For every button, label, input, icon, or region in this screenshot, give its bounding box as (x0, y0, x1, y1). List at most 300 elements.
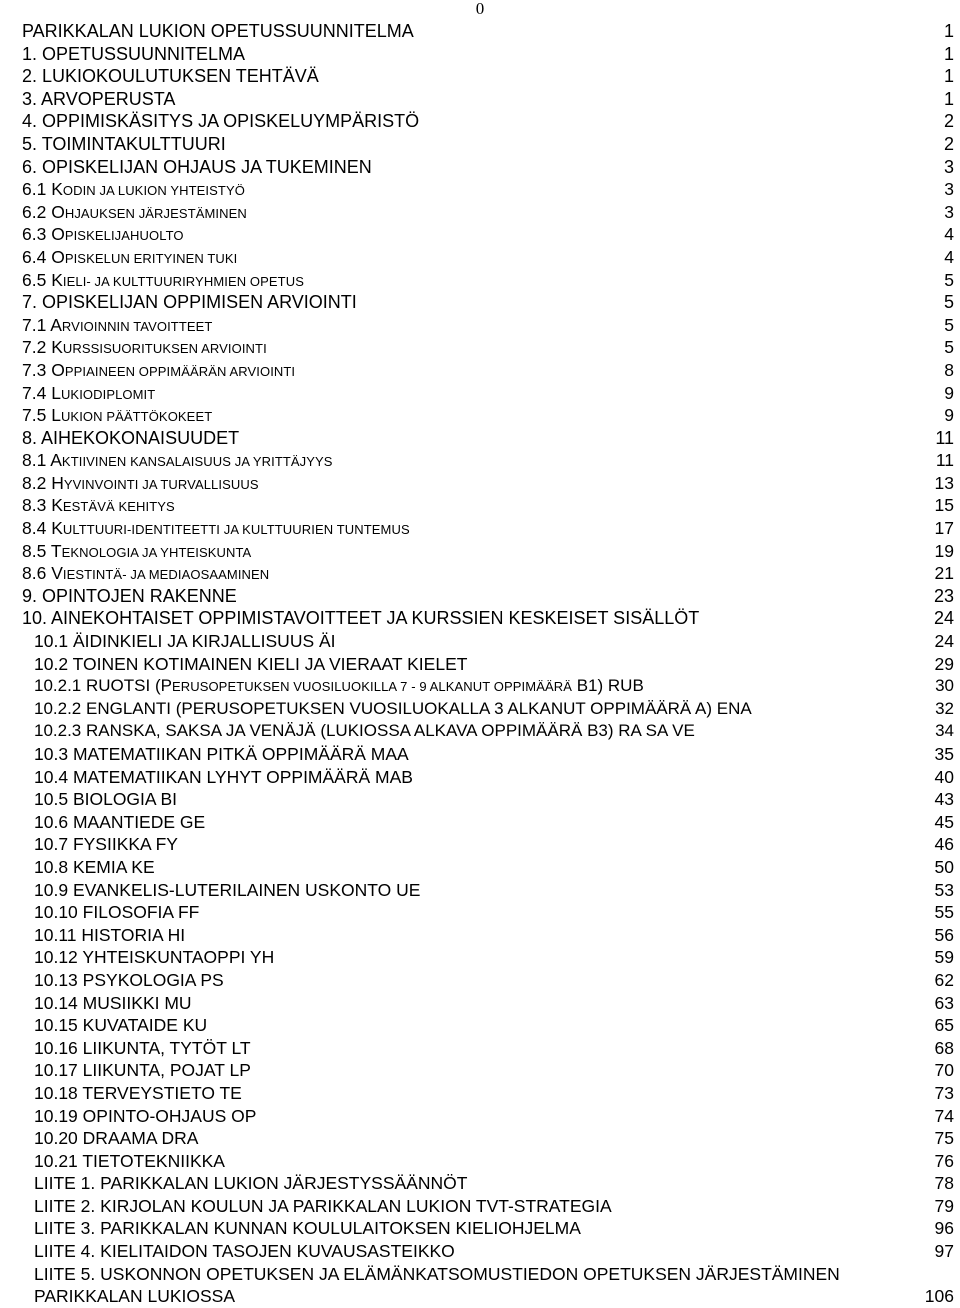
toc-entry-number: 3. (22, 88, 38, 109)
toc-entry-number: 4. (22, 111, 38, 132)
toc-entry-page-number: 40 (934, 766, 954, 787)
toc-entry-title-text: MATEMATIIKAN PITKÄ OPPIMÄÄRÄ MAA (72, 744, 409, 764)
toc-entry[interactable] (22, 743, 954, 766)
toc-entry-title (34, 1059, 251, 1082)
toc-entry[interactable] (22, 653, 954, 676)
toc-entry-number: 7.3 (22, 359, 47, 380)
toc-entry-title-text: HISTORIA HI (81, 924, 186, 945)
toc-entry-number: 8.2 (22, 472, 47, 493)
toc-entry-title (22, 336, 267, 361)
toc-entry-title (34, 743, 409, 766)
toc-entry-page-number: 70 (934, 1060, 954, 1081)
toc-entry-page-number: 4 (944, 246, 954, 267)
toc-entry-page-number: 2 (943, 111, 954, 132)
toc-entry-number: 10.7 (34, 834, 69, 855)
toc-entry[interactable] (22, 698, 954, 721)
toc-entry-title (34, 698, 752, 721)
toc-entry-title-text: PPIAINEEN OPPIMÄÄRÄN ARVIOINTI (64, 363, 296, 379)
toc-entry-page-number: 97 (934, 1241, 954, 1262)
toc-entry-title (22, 133, 226, 156)
table-of-contents (22, 20, 954, 1308)
toc-entry-title (22, 269, 304, 294)
toc-entry-title (34, 630, 336, 653)
toc-entry-title-text: YVINVOINTI JA TURVALLISUUS (63, 476, 259, 492)
toc-entry-page-number: 19 (934, 540, 954, 561)
toc-entry-title (34, 766, 413, 789)
toc-entry[interactable] (22, 269, 954, 292)
toc-entry-number: 7.1 (22, 314, 47, 335)
toc-entry[interactable] (22, 359, 954, 382)
toc-entry[interactable] (22, 472, 954, 495)
toc-entry[interactable] (22, 856, 954, 879)
toc-entry-title-initial: L (51, 382, 61, 403)
toc-entry[interactable] (22, 879, 954, 902)
toc-entry-page-number: 5 (944, 269, 954, 290)
toc-entry-title (34, 1240, 455, 1263)
toc-entry-title (34, 856, 155, 879)
toc-entry-number: 6.2 (22, 201, 47, 222)
toc-entry-page-number: 24 (933, 608, 954, 629)
toc-entry-title-initial: O (51, 201, 65, 222)
toc-entry[interactable] (22, 1195, 954, 1218)
toc-entry-number: 2. (22, 66, 38, 87)
toc-entry-title-initial: O (51, 359, 65, 380)
toc-entry-title (34, 992, 192, 1015)
toc-entry-title (22, 494, 175, 519)
toc-entry-title-text: ODIN JA LUKION YHTEISTYÖ (62, 183, 245, 199)
toc-entry-number: 5. (22, 133, 38, 154)
toc-entry-number: 8.4 (22, 518, 47, 539)
toc-entry-page-number: 76 (934, 1150, 954, 1171)
toc-entry-page-number: 46 (934, 834, 954, 855)
toc-entry-title-text: IELI- JA KULTTUURIRYHMIEN OPETUS (62, 273, 304, 289)
toc-entry-title-text: YHTEISKUNTAOPPI YH (82, 947, 275, 968)
toc-entry-number: 10.14 (34, 992, 78, 1013)
toc-entry[interactable] (22, 20, 954, 43)
toc-entry-number: 8.3 (22, 495, 47, 516)
toc-entry-title (22, 246, 237, 271)
toc-entry-title-text: OPISKELIJAN OHJAUS JA TUKEMINEN (42, 156, 372, 177)
toc-entry-title (22, 178, 245, 203)
toc-entry-title (34, 969, 224, 992)
toc-entry-title-text: URSSISUORITUKSEN ARVIOINTI (62, 341, 267, 357)
toc-entry-title-text: PARIKKALAN LUKION JÄRJESTYSSÄÄNNÖT (100, 1173, 468, 1194)
toc-entry-page-number: 55 (934, 902, 954, 923)
toc-entry-number: 10.2.2 (34, 698, 82, 718)
toc-entry-number: 10.19 (34, 1105, 78, 1126)
toc-entry[interactable] (22, 1240, 954, 1263)
toc-entry[interactable] (22, 404, 954, 427)
toc-entry-title (34, 1037, 251, 1060)
toc-entry-number: 7.5 (22, 405, 47, 426)
toc-entry-title (22, 65, 319, 88)
toc-entry[interactable] (22, 811, 954, 834)
toc-entry-title (22, 110, 419, 133)
toc-entry-title (34, 653, 467, 676)
toc-entry[interactable] (22, 43, 954, 66)
toc-entry-title (22, 43, 245, 66)
toc-entry-title (22, 201, 247, 226)
toc-entry-title (22, 20, 414, 43)
toc-entry-title (22, 449, 333, 474)
toc-entry-title (22, 540, 251, 565)
toc-entry-title-text: TIETOTEKNIIKKA (82, 1150, 225, 1171)
toc-entry-title-text: AIHEKOKONAISUUDET (41, 427, 240, 448)
toc-entry-title-text: IESTINTÄ- JA MEDIAOSAAMINEN (62, 567, 270, 583)
toc-entry-number: 6.4 (22, 246, 47, 267)
toc-entry-title-initial: K (51, 269, 63, 290)
toc-entry-title-text: PARIKKALAN LUKION OPETUSSUUNNITELMA (22, 21, 414, 41)
toc-entry-page-number: 1 (943, 43, 954, 64)
toc-entry-title (34, 1150, 225, 1173)
toc-entry-title-text: PARIKKALAN KUNNAN KOULULAITOKSEN KIELIOHJELMA (100, 1218, 581, 1239)
toc-entry-number: 10.9 (34, 879, 69, 900)
toc-entry-title-initial: O (51, 224, 65, 245)
toc-entry-number: 1. (22, 43, 38, 64)
toc-entry-page-number: 15 (934, 495, 954, 516)
toc-entry-page-number: 21 (934, 563, 954, 584)
toc-entry-page-number: 1 (943, 88, 954, 109)
toc-entry[interactable] (22, 675, 954, 698)
toc-entry-number: 10.5 (34, 789, 69, 810)
toc-entry-page-number: 75 (934, 1128, 954, 1149)
toc-entry-number: 10. (22, 608, 48, 629)
toc-entry[interactable] (22, 562, 954, 585)
toc-entry-number: 7. (22, 292, 38, 313)
toc-entry-title-initial: T (50, 540, 62, 561)
toc-entry-title-text: ULTTUURI-IDENTITEETTI JA KULTTUURIEN TUNTEMUS (62, 522, 410, 538)
toc-entry-page-number: 3 (944, 179, 954, 200)
toc-entry-title-initial: A (50, 314, 62, 335)
toc-entry-number: 10.12 (34, 947, 78, 968)
toc-entry-title (34, 675, 644, 699)
toc-entry-title-text: OPINTO-OHJAUS OP (82, 1105, 257, 1126)
toc-entry-title-text: ERUSOPETUKSEN VUOSILUOKILLA 7 - 9 ALKANUT OPPIMÄÄRÄ (171, 679, 572, 695)
toc-entry-title (22, 607, 699, 630)
toc-entry-title (22, 88, 175, 111)
toc-entry-number: 10.1 (34, 631, 69, 652)
toc-entry-page-number: 3 (943, 156, 954, 177)
toc-entry-page-number: 5 (943, 292, 954, 313)
toc-entry-title-text: UKIODIPLOMIT (60, 386, 156, 402)
toc-entry-title-text: MAANTIEDE GE (72, 811, 206, 832)
toc-entry-number: 10.20 (34, 1128, 78, 1149)
toc-entry-page-number: 63 (934, 992, 954, 1013)
toc-entry-title-text: TOIMINTAKULTTUURI (41, 133, 226, 154)
toc-entry-page-number: 2 (943, 133, 954, 154)
toc-entry[interactable] (22, 630, 954, 653)
toc-entry-page-number: 11 (935, 450, 954, 471)
toc-entry[interactable] (22, 156, 954, 179)
toc-entry-number: 7.2 (22, 337, 47, 358)
toc-entry[interactable] (22, 788, 954, 811)
toc-entry-number: 10.18 (34, 1082, 78, 1103)
toc-entry-page-number: 4 (944, 224, 954, 245)
toc-entry-page-number: 34 (935, 721, 954, 741)
toc-entry-page-number: 45 (934, 811, 954, 832)
toc-entry-number: 8.6 (22, 563, 47, 584)
toc-entry-page-number: 30 (935, 676, 954, 696)
toc-entry-title-initial: A (50, 450, 62, 471)
toc-entry-page-number: 9 (944, 405, 954, 426)
toc-entry[interactable] (22, 1172, 954, 1195)
toc-entry-title (34, 811, 205, 834)
toc-entry-number: 10.17 (34, 1060, 78, 1081)
toc-entry-title-text: LUKIOKOULUTUKSEN TEHTÄVÄ (42, 66, 319, 87)
toc-entry-title-text: PISKELUN ERITYINEN TUKI (64, 250, 238, 266)
toc-entry-page-number: 56 (934, 924, 954, 945)
toc-entry-title-text: KIELITAIDON TASOJEN KUVAUSASTEIKKO (100, 1241, 455, 1262)
toc-entry-title-text: PISKELIJAHUOLTO (64, 228, 184, 244)
toc-entry[interactable] (22, 291, 954, 314)
toc-entry-title (22, 517, 410, 542)
toc-entry[interactable] (22, 178, 954, 201)
toc-entry-number: LIITE 1. (34, 1173, 96, 1194)
toc-entry-page-number: 68 (934, 1037, 954, 1058)
toc-entry[interactable] (22, 901, 954, 924)
toc-entry[interactable] (22, 607, 954, 630)
toc-entry-page-number: 23 (933, 585, 954, 606)
toc-entry-number: 8.5 (22, 540, 47, 561)
toc-entry-title (34, 1217, 581, 1240)
toc-entry[interactable] (22, 517, 954, 540)
toc-entry[interactable] (22, 88, 954, 111)
toc-entry-title-prefix: RUOTSI ( (86, 676, 161, 696)
toc-entry[interactable] (22, 1150, 954, 1173)
toc-entry-title-text: BIOLOGIA BI (72, 789, 178, 810)
toc-entry-title-text: TERVEYSTIETO TE (82, 1082, 242, 1103)
toc-entry[interactable] (22, 427, 954, 450)
toc-entry-title-text: PSYKOLOGIA PS (82, 969, 224, 990)
toc-entry-title (34, 720, 695, 743)
toc-entry-title (34, 1172, 467, 1195)
toc-entry-page-number: 29 (934, 653, 954, 674)
toc-entry-page-number: 74 (934, 1105, 954, 1126)
toc-entry-title-text: HJAUKSEN JÄRJESTÄMINEN (64, 205, 247, 221)
toc-entry-page-number: 106 (924, 1286, 954, 1307)
toc-entry-title-text: ENGLANTI (PERUSOPETUKSEN VUOSILUOKALLA 3 ALKANUT OPPIMÄÄRÄ A) ENA (86, 698, 752, 718)
toc-entry[interactable] (22, 133, 954, 156)
toc-entry-page-number: 11 (935, 427, 954, 448)
toc-entry-title (34, 788, 177, 811)
toc-entry-number: 6.3 (22, 224, 47, 245)
toc-entry-title-text: KEMIA KE (72, 856, 155, 877)
toc-entry-title-text: KTIIVINEN KANSALAISUUS JA YRITTÄJYYS (61, 454, 333, 470)
toc-entry-title-initial: L (51, 405, 61, 426)
toc-entry[interactable] (22, 1285, 954, 1308)
toc-entry-title (34, 901, 199, 924)
toc-entry-number: 10.2.1 (34, 676, 82, 696)
toc-entry-title-text: TOINEN KOTIMAINEN KIELI JA VIERAAT KIELET (72, 653, 468, 674)
toc-entry-title (34, 946, 274, 969)
toc-entry-page-number: 78 (934, 1173, 954, 1194)
toc-entry-page-number: 65 (934, 1015, 954, 1036)
toc-entry-number: 10.16 (34, 1037, 78, 1058)
toc-entry-page-number: 9 (944, 382, 954, 403)
toc-entry-title-initial: K (51, 495, 63, 516)
toc-entry-title (34, 833, 178, 856)
toc-entry-title-text: DRAAMA DRA (82, 1128, 199, 1149)
toc-entry-title-text: LIIKUNTA, TYTÖT LT (82, 1037, 251, 1058)
toc-entry-title-initial: K (51, 337, 63, 358)
toc-entry-title-text: RANSKA, SAKSA JA VENÄJÄ (LUKIOSSA ALKAVA OPPIMÄÄRÄ B3) RA SA VE (86, 721, 695, 741)
toc-entry-page-number: 96 (934, 1218, 954, 1239)
toc-entry-page-number: 1 (943, 21, 954, 41)
toc-entry-title (22, 223, 184, 248)
toc-entry-page-number: 17 (934, 518, 954, 539)
toc-entry-title (22, 359, 295, 384)
toc-entry-number: LIITE 5. (34, 1263, 96, 1284)
toc-entry-number: 6. (22, 156, 38, 177)
toc-entry-title (22, 562, 269, 587)
toc-entry-page-number: 32 (935, 698, 954, 718)
toc-entry-title-text: OPISKELIJAN OPPIMISEN ARVIOINTI (42, 292, 357, 313)
toc-entry-title-text: MUSIIKKI MU (82, 992, 192, 1013)
toc-entry-title-text: USKONNON OPETUKSEN JA ELÄMÄNKATSOMUSTIEDON OPETUKSEN JÄRJESTÄMINEN (100, 1263, 840, 1284)
toc-entry-number: 9. (22, 585, 38, 606)
toc-entry-page-number: 79 (934, 1195, 954, 1216)
toc-entry-page-number: 8 (944, 359, 954, 380)
toc-entry-number: 10.13 (34, 969, 78, 990)
toc-entry-number: 10.8 (34, 856, 69, 877)
toc-entry-title-text: UKION PÄÄTTÖKOKEET (60, 409, 213, 425)
toc-entry-number: 6.1 (22, 179, 47, 200)
toc-entry-title-initial: O (51, 246, 65, 267)
toc-entry-title (34, 1127, 198, 1150)
toc-entry[interactable] (22, 1082, 954, 1105)
toc-entry-page-number: 43 (934, 789, 954, 810)
toc-entry-number: 10.11 (34, 924, 77, 945)
toc-entry-number: 10.2.3 (34, 721, 82, 741)
toc-entry-title-text: ÄIDINKIELI JA KIRJALLISUUS ÄI (72, 631, 336, 652)
toc-entry[interactable] (22, 1105, 954, 1128)
toc-entry-title (34, 924, 185, 947)
toc-entry[interactable] (22, 992, 954, 1015)
toc-entry[interactable] (22, 110, 954, 133)
toc-entry-title-text: FYSIIKKA FY (72, 834, 178, 855)
toc-entry[interactable] (22, 833, 954, 856)
toc-entry[interactable] (22, 924, 954, 947)
toc-entry-page-number: 13 (934, 472, 954, 493)
toc-entry-number: 10.6 (34, 811, 69, 832)
page-number: 0 (475, 0, 485, 18)
toc-entry-title (22, 404, 212, 429)
toc-entry-title-text: OPPIMISKÄSITYS JA OPISKELUYMPÄRISTÖ (42, 111, 420, 132)
toc-entry[interactable] (22, 720, 954, 743)
toc-entry-page-number: 53 (934, 879, 954, 900)
toc-entry[interactable] (22, 1217, 954, 1240)
toc-entry-title (34, 1014, 207, 1037)
toc-entry-title-initial: P (160, 676, 172, 696)
toc-entry-page-number: 59 (934, 947, 954, 968)
toc-entry-title (22, 156, 372, 179)
toc-entry-title-text: MATEMATIIKAN LYHYT OPPIMÄÄRÄ MAB (72, 766, 413, 787)
toc-entry[interactable] (22, 201, 954, 224)
toc-entry-number: 8.1 (22, 450, 47, 471)
toc-entry[interactable] (22, 223, 954, 246)
toc-entry-title (34, 1263, 840, 1286)
toc-entry-number: 10.4 (34, 766, 69, 787)
toc-entry-title (34, 1082, 242, 1105)
toc-entry[interactable] (22, 336, 954, 359)
toc-entry-title-text: ESTÄVÄ KEHITYS (62, 499, 175, 515)
toc-entry-title (22, 472, 259, 497)
toc-entry[interactable] (22, 1127, 954, 1150)
toc-entry-page-number: 5 (944, 337, 954, 358)
toc-entry[interactable] (22, 969, 954, 992)
toc-entry-title-text: LIIKUNTA, POJAT LP (82, 1060, 251, 1081)
toc-entry[interactable] (22, 1037, 954, 1060)
toc-entry-title-text: PARIKKALAN LUKIOSSA (34, 1286, 236, 1307)
toc-entry-title-text: KUVATAIDE KU (82, 1015, 208, 1036)
toc-entry-page-number: 3 (944, 201, 954, 222)
toc-entry[interactable] (22, 946, 954, 969)
toc-entry[interactable] (22, 585, 954, 608)
toc-entry-number: 10.21 (34, 1150, 78, 1171)
toc-entry-title-initial: K (51, 179, 63, 200)
toc-entry-number: 10.2 (34, 653, 69, 674)
toc-entry-title-initial: K (51, 518, 63, 539)
toc-entry-title (34, 1195, 612, 1218)
toc-entry-page-number: 73 (934, 1082, 954, 1103)
toc-entry[interactable] (22, 540, 954, 563)
toc-entry-title-initial: H (51, 472, 64, 493)
toc-entry-title-text: OPINTOJEN RAKENNE (42, 585, 237, 606)
toc-entry-title (22, 427, 239, 450)
toc-entry-number: LIITE 2. (34, 1195, 96, 1216)
toc-entry-number: LIITE 3. (34, 1218, 96, 1239)
toc-entry[interactable] (22, 246, 954, 269)
toc-entry-page-number: 1 (943, 66, 954, 87)
toc-entry-title (22, 585, 237, 608)
toc-entry-title-text: AINEKOHTAISET OPPIMISTAVOITTEET JA KURSSIEN KESKEISET SISÄLLÖT (51, 608, 700, 629)
toc-entry-title (34, 1105, 256, 1128)
toc-entry-title (22, 314, 212, 339)
toc-entry-title (22, 382, 155, 407)
toc-entry-page-number: 24 (934, 631, 954, 652)
toc-entry[interactable] (22, 1014, 954, 1037)
toc-entry-number: 10.10 (34, 902, 78, 923)
toc-entry[interactable] (22, 65, 954, 88)
toc-entry-number: 7.4 (22, 382, 47, 403)
toc-entry-number: 8. (22, 427, 38, 448)
toc-entry-title-text: OPETUSSUUNNITELMA (42, 43, 246, 64)
toc-entry[interactable] (22, 314, 954, 337)
toc-entry[interactable] (22, 1263, 954, 1286)
toc-entry[interactable] (22, 494, 954, 517)
toc-entry-title-text: EKNOLOGIA JA YHTEISKUNTA (61, 544, 252, 560)
toc-entry[interactable] (22, 766, 954, 789)
toc-entry[interactable] (22, 382, 954, 405)
toc-entry-title-suffix: B1) RUB (572, 676, 644, 696)
toc-entry-title-text: FILOSOFIA FF (82, 902, 200, 923)
toc-entry-title-text: EVANKELIS-LUTERILAINEN USKONTO UE (72, 879, 421, 900)
toc-entry-title-initial: V (51, 563, 63, 584)
toc-entry-page-number: 50 (934, 856, 954, 877)
toc-entry-number: 10.15 (34, 1015, 78, 1036)
toc-entry-title-text: KIRJOLAN KOULUN JA PARIKKALAN LUKION TVT-STRATEGIA (100, 1195, 612, 1216)
toc-entry-page-number: 62 (934, 969, 954, 990)
toc-entry-number: 6.5 (22, 269, 47, 290)
toc-entry-page-number: 35 (934, 744, 954, 764)
toc-entry-title-text: ARVOPERUSTA (41, 88, 176, 109)
toc-entry-page-number: 5 (944, 314, 954, 335)
toc-entry-title (22, 291, 357, 314)
toc-entry[interactable] (22, 449, 954, 472)
toc-entry[interactable] (22, 1059, 954, 1082)
toc-entry-title (34, 1285, 235, 1308)
toc-entry-title-text: RVIOINNIN TAVOITTEET (61, 318, 213, 334)
